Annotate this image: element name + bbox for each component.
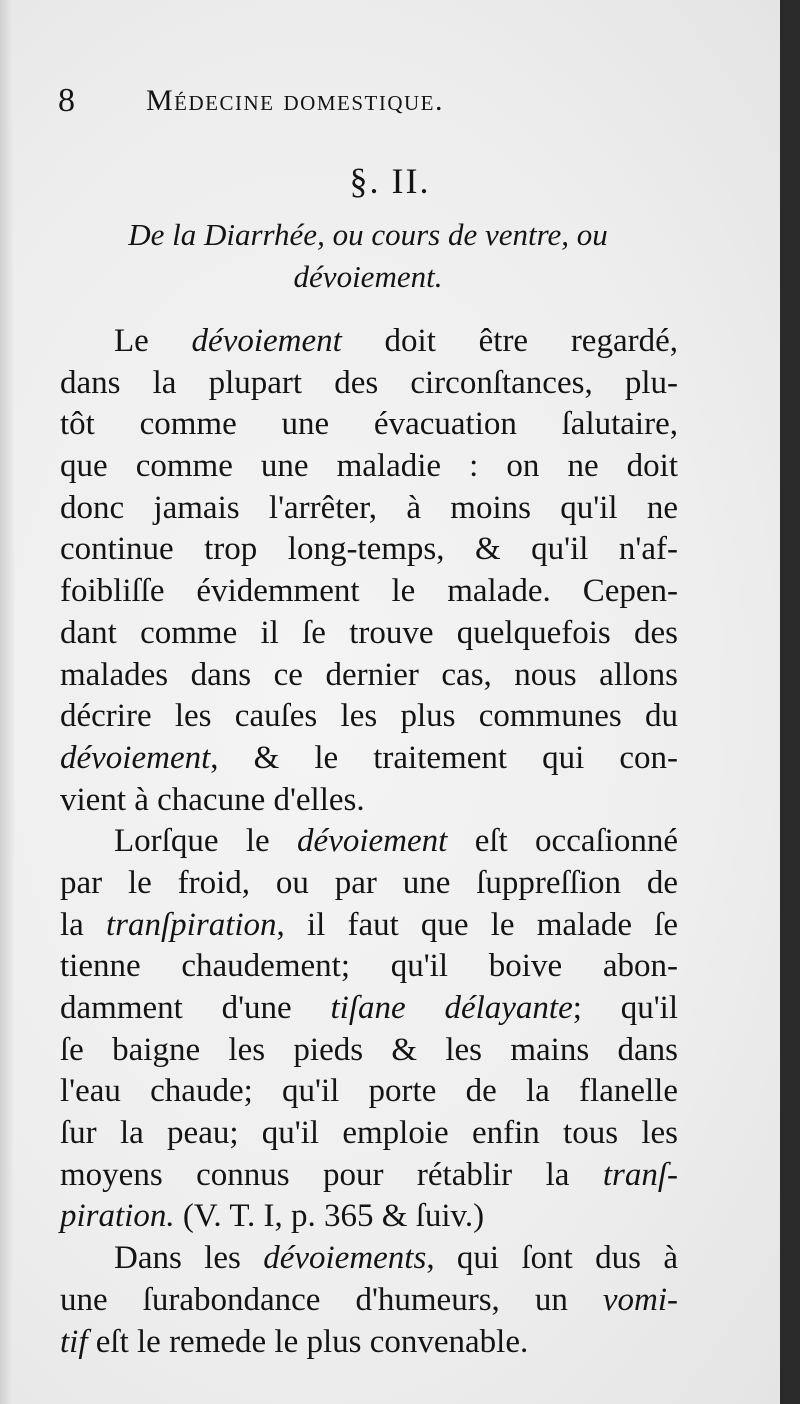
text-run: eſt le remede le plus convenable. xyxy=(87,1323,529,1360)
heading-line: De la Diarrhée, ou cours de ventre, ou xyxy=(128,217,608,252)
text-line xyxy=(60,655,678,697)
text-run: Le xyxy=(114,323,192,359)
book-gutter xyxy=(780,0,800,1404)
text-run: Dans les xyxy=(114,1240,264,1277)
text-run: moyens connus pour rétablir la xyxy=(60,1156,603,1193)
text-line xyxy=(60,363,678,405)
italic-text: tranſ- xyxy=(602,1156,678,1193)
italic-text: dévoiement xyxy=(297,823,448,860)
text-line xyxy=(60,780,678,822)
text-line xyxy=(60,738,678,780)
italic-text: tif xyxy=(60,1323,88,1360)
text-run: (V. T. I, p. 365 & ſuiv.) xyxy=(174,1198,485,1235)
body-text xyxy=(60,321,678,1363)
text-run: que comme une maladie : on ne doit xyxy=(60,448,678,485)
text-line xyxy=(60,1238,678,1280)
text-line xyxy=(60,946,678,988)
italic-text: dévoiement xyxy=(60,739,211,776)
text-run: l'eau chaude; qu'il porte de la flanelle xyxy=(60,1073,678,1110)
text-run: donc jamais l'arrêter, à moins qu'il ne xyxy=(60,489,678,526)
text-line xyxy=(60,696,678,738)
heading-line: dévoiement. xyxy=(293,259,443,294)
text-line xyxy=(60,1196,678,1238)
text-line xyxy=(60,1155,678,1197)
italic-text: dévoiement xyxy=(191,323,342,359)
text-run: malades dans ce dernier cas, nous allons xyxy=(60,656,678,693)
text-run: ſe baigne les pieds & les mains dans xyxy=(60,1031,678,1068)
text-run: par le froid, ou par une ſuppreſſion de xyxy=(60,864,678,901)
text-run: tienne chaudement; qu'il boive abon- xyxy=(60,948,678,985)
text-line xyxy=(60,905,678,947)
text-run: continue trop long-temps, & qu'il n'af- xyxy=(60,531,678,568)
page-edge-shadow xyxy=(0,0,14,1404)
text-run: , qui ſont dus à xyxy=(426,1240,678,1277)
paragraph xyxy=(60,821,678,1238)
paragraph xyxy=(60,1238,678,1363)
section-heading xyxy=(58,214,678,298)
text-run: une ſurabondance d'humeurs, un xyxy=(60,1281,603,1318)
text-line xyxy=(60,1071,678,1113)
text-line xyxy=(60,988,678,1030)
italic-text: piration. xyxy=(60,1198,175,1235)
text-run: dant comme il ſe trouve quelquefois des xyxy=(60,614,678,651)
text-run: décrire les cauſes les plus communes du xyxy=(60,698,678,735)
text-run: tôt comme une évacuation ſalutaire, xyxy=(60,406,678,443)
text-line xyxy=(60,613,678,655)
page-header xyxy=(58,82,678,132)
text-run: la xyxy=(60,906,106,943)
text-run: , & le traitement qui con- xyxy=(210,739,678,776)
text-line xyxy=(60,1113,678,1155)
paragraph xyxy=(60,321,678,821)
italic-text: dévoiements xyxy=(263,1240,427,1277)
text-run: ſur la peau; qu'il emploie enfin tous les xyxy=(60,1115,678,1152)
text-line xyxy=(60,571,678,613)
text-run: , il faut que le malade ſe xyxy=(276,906,678,943)
text-run: ; qu'il xyxy=(572,990,678,1026)
text-line xyxy=(60,488,678,530)
italic-text: tiſane délayante xyxy=(330,990,573,1026)
text-run: eſt occaſionné xyxy=(447,823,678,860)
text-run: Lorſque le xyxy=(114,823,298,860)
text-run: doit être regardé, xyxy=(341,323,678,359)
text-line xyxy=(60,1322,678,1364)
italic-text: tranſpiration xyxy=(106,906,277,943)
page-number: 8 xyxy=(58,82,75,119)
text-run: vient à chacune d'elles. xyxy=(60,781,365,818)
text-run: dans la plupart des circonſtances, plu- xyxy=(60,364,678,401)
text-line xyxy=(60,821,678,863)
text-line xyxy=(60,446,678,488)
text-line xyxy=(60,1280,678,1322)
text-line xyxy=(60,863,678,905)
section-number: §. II. xyxy=(349,161,431,201)
italic-text: vomi- xyxy=(602,1281,678,1318)
text-line xyxy=(60,1030,678,1072)
text-line xyxy=(60,321,678,363)
text-line xyxy=(60,404,678,446)
running-title: Médecine domestique. xyxy=(146,84,444,117)
text-run: damment d'une xyxy=(60,990,331,1026)
text-line xyxy=(60,529,678,571)
text-run: foibliſſe évidemment le malade. Cepen- xyxy=(60,573,678,610)
